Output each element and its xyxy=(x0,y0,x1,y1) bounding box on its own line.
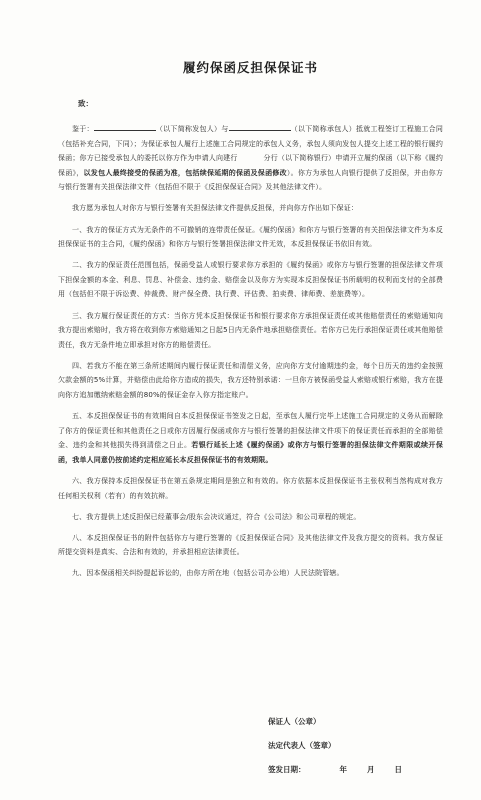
clause-4: 四、若我方不能在第三条所述期间内履行保证责任和清偿义务，应向你方支付逾期违约金，每个日历天的违约金按照欠款金额的5%计算，并赔偿由此给你方造成的损失，我方还特别承诺：一旦你方被保函受益人索赔或银行索赔，我方在提向你方追加缴纳索赔金额的80%的保证金存入你方指定账户。 xyxy=(58,361,443,399)
clause-9: 九、因本保函相关纠纷提起诉讼的，由你方所在地（包括公司办公地）人民法院管辖。 xyxy=(72,569,344,578)
date-label: 签发日期： xyxy=(268,765,306,774)
clause-7: 七、我方提供上述反担保已经董事会/股东会决议通过，符合《公司法》和公司章程的规定。 xyxy=(72,512,361,521)
clause-5-bold: 若银行延长上述《履约保函》或你方与银行签署的担保法律文件期限或续开保函，我单人同意仍按前述约定相应延长本反担保保证书的有效期限。 xyxy=(58,441,443,464)
clause-6: 六、我方保持本反担保保证书在第五条规定期间是独立和有效的。你方依据本反担保保证书主张权利当然构成对我方任何相关权利（若有）的有效抗辩。 xyxy=(58,476,443,500)
date-month: 月 xyxy=(367,765,375,774)
intro-text-2: （以下简称发包人）与 xyxy=(155,125,229,133)
intro-text-1: 鉴于： xyxy=(72,125,94,133)
document-title: 履约保函反担保保证书 xyxy=(182,60,318,75)
clause-5 xyxy=(58,409,443,467)
recipient-line: 致： xyxy=(78,99,93,108)
clause-2: 二、我方的保证责任范围包括，保函受益人或银行要求你方承担的《履约保函》或你方与银行签署的担保法律文件项下担保金额的本金、利息、罚息、补偿金、违约金、赔偿金以及你方为实现本反担保保证书所载明的权利而支付的全部费用（包括但不限于诉讼费、仲裁费、财产保全费、执行费、评估费、拍卖费、律师费、差旅费等）。 xyxy=(58,261,443,299)
blank-field xyxy=(229,121,291,131)
guarantor-signature: 保证人（公章） xyxy=(268,717,321,726)
issue-date xyxy=(268,764,402,775)
date-day: 日 xyxy=(394,765,402,774)
clause-8: 八、本反担保保证书的附件包括你方与建行签署的《反担保保证合同》及其他法律文件及我方提交的资料。我方保证所提交资料是真实、合法和有效的，并承担相应法律责任。 xyxy=(58,533,443,557)
clause-1: 一、我方的保证方式为无条件的不可撤销的连带责任保证。《履约保函》和你方与银行签署的有关担保法律文件为本反担保保证书的主合同，《履约保函》和你方与银行签署担保法律文件无效，本反担保保证书依旧有效。 xyxy=(58,225,443,249)
blank-field xyxy=(94,121,156,131)
intro-text-3: （以下简称承包人）抵就工程签订工程施工合同（包括补充合同，下同）；为保证承包人履行上述施工合同规定的承包人义务，承包人须向发包人提交上述工程的银行履约保函；你方已接受承包人的委托以你方作为申请人向建行 xyxy=(58,125,444,163)
intro-text-5: ）。你方为承包人向银行提供了反担保，并由你方与银行签署有关担保法律文件（包括但不限于《反担保保证合同》及其他法律文件）。 xyxy=(58,168,443,192)
intro-bold: 以发包人最终接受的保函为准，包括续保延期的保函及保函修改 xyxy=(83,168,287,177)
date-year: 年 xyxy=(339,765,347,774)
blank-gap xyxy=(238,151,264,160)
legal-rep-signature: 法定代表人（签章） xyxy=(268,741,336,750)
intro-text-4: 分行（以下简称银行）申请开立履约保函（以下称《履约保函》， xyxy=(58,154,443,177)
clause-3: 三、我方履行保证责任的方式：当你方凭本反担保保证书和银行要求你方承担保证责任或其他赔偿责任的索赔通知向我方提出索赔时，我方将在收到你方索赔通知之日起5日内无条件地承担赔偿责任。若你方已先行承担保证责任或其他赔偿责任，我方无条件地立即承担对你方的赔偿责任。 xyxy=(58,311,443,349)
declaration-paragraph: 我方愿为承包人对你方与银行签署有关担保法律文件提供反担保，并向你方作出如下保证： xyxy=(72,204,358,213)
intro-paragraph xyxy=(58,121,443,195)
clause-5-text: 五、本反担保保证书的有效期间自本反担保保证书签发之日起，至承包人履行完毕上述施工合同规定的义务从而解除了你方的保证责任和其他责任之日或你方因履行保函或你方与银行签署的担保法律文件项下的保证责任而承担的全部赔偿金、违约金和其他损失得到清偿之日止。 xyxy=(58,412,443,450)
